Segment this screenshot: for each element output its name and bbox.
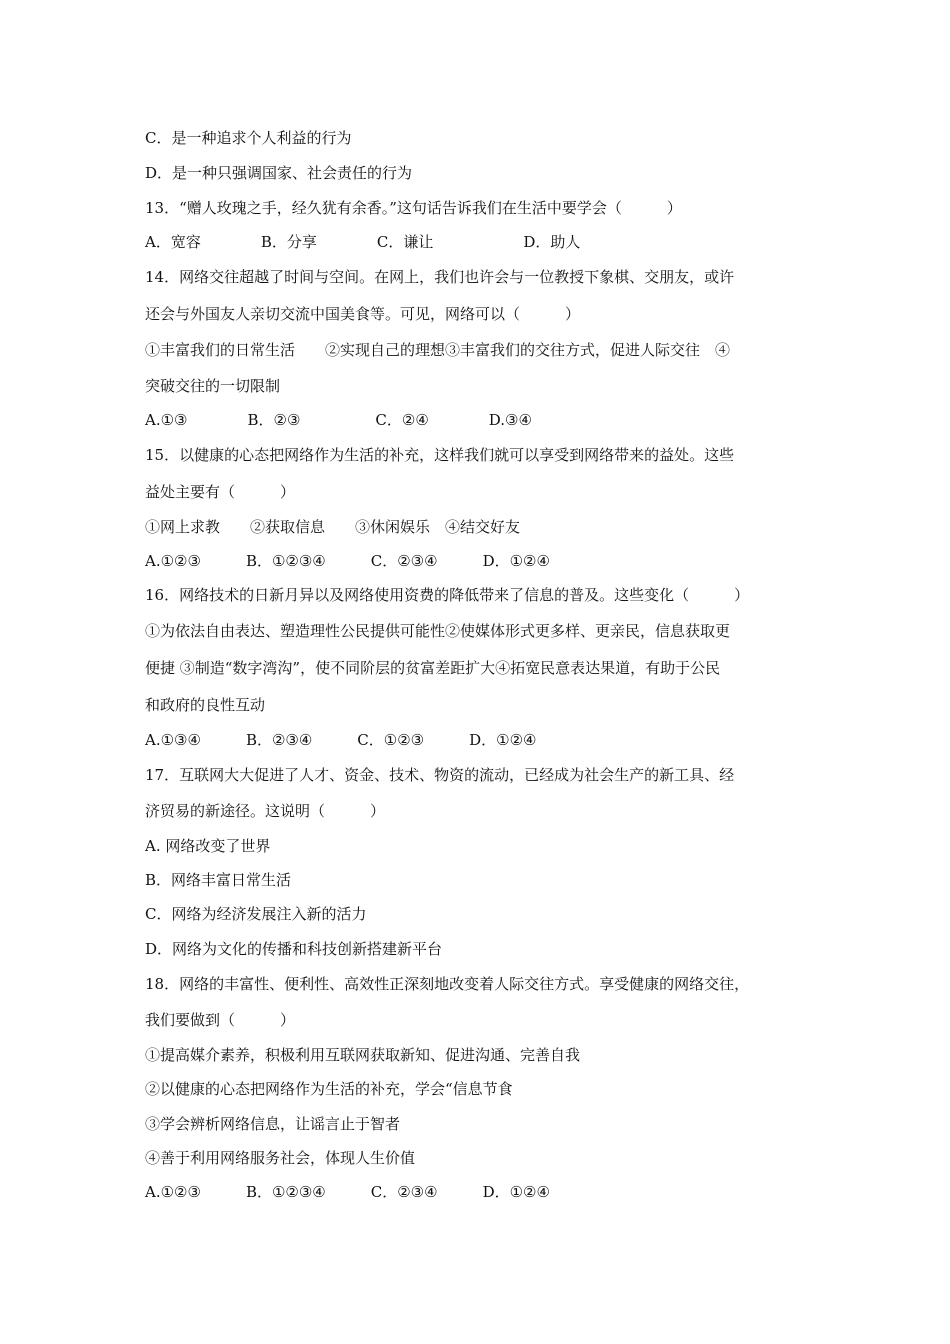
statement-18-1: ①提高媒介素养，积极利用互联网获取新知、促进沟通、完善自我	[145, 1046, 581, 1064]
option-17-d: D．网络为文化的传播和科技创新搭建新平台	[145, 940, 443, 958]
statements-14: ①丰富我们的日常生活 ②实现自己的理想③丰富我们的交往方式，促进人际交往 ④	[145, 341, 731, 359]
option-line: C．是一种追求个人利益的行为	[145, 129, 352, 147]
question-18-cont: 我们要做到（ ）	[145, 1011, 296, 1029]
options-14: A.①③ B．②③ C．②④ D.③④	[145, 411, 532, 429]
statements-16-cont-2: 和政府的良性互动	[145, 696, 266, 714]
statement-18-3: ③学会辨析网络信息，让谣言止于智者	[145, 1115, 401, 1133]
question-14-cont: 还会与外国友人亲切交流中国美食等。可见，网络可以（ ）	[145, 305, 581, 323]
question-17: 17．互联网大大促进了人才、资金、技术、物资的流动，已经成为社会生产的新工具、经	[145, 766, 735, 784]
statements-16-cont: 便捷 ③制造“数字湾沟”，使不同阶层的贫富差距扩大④拓宽民意表达果道，有助于公民	[145, 659, 721, 677]
statements-14-cont: 突破交往的一切限制	[145, 377, 281, 395]
question-13: 13．“赠人玫瑰之手，经久犹有余香。”这句话告诉我们在生活中要学会（ ）	[145, 199, 682, 217]
question-16: 16．网络技术的日新月异以及网络使用资费的降低带来了信息的普及。这些变化（ ）	[145, 586, 750, 604]
statements-16: ①为依法自由表达、塑造理性公民提供可能性②使媒体形式更多样、更亲民，信息获取更	[145, 622, 731, 640]
options-18: A.①②③ B．①②③④ C．②③④ D．①②④	[145, 1183, 550, 1201]
options-15: A.①②③ B．①②③④ C．②③④ D．①②④	[145, 552, 550, 570]
option-17-b: B．网络丰富日常生活	[145, 871, 292, 889]
option-line: D．是一种只强调国家、社会责任的行为	[145, 164, 413, 182]
question-14: 14．网络交往超越了时间与空间。在网上，我们也许会与一位教授下象棋、交朋友，或许	[145, 268, 735, 286]
options-16: A.①③④ B．②③④ C．①②③ D．①②④	[145, 731, 537, 749]
question-17-cont: 济贸易的新途径。这说明（ ）	[145, 802, 386, 820]
option-17-c: C．网络为经济发展注入新的活力	[145, 905, 367, 923]
statement-18-4: ④善于利用网络服务社会，体现人生价值	[145, 1149, 416, 1167]
statements-15: ①网上求教 ②获取信息 ③休闲娱乐 ④结交好友	[145, 518, 521, 536]
question-15: 15．以健康的心态把网络作为生活的补充，这样我们就可以享受到网络带来的益处。这些	[145, 446, 735, 464]
options-13: A．宽容 B．分享 C．谦让 D．助人	[145, 233, 581, 251]
option-17-a: A. 网络改变了世界	[145, 837, 271, 855]
statement-18-2: ②以健康的心态把网络作为生活的补充，学会“信息节食	[145, 1080, 513, 1098]
question-18: 18．网络的丰富性、便利性、高效性正深刻地改变着人际交往方式。享受健康的网络交往，	[145, 975, 750, 993]
question-15-cont: 益处主要有（ ）	[145, 483, 296, 501]
